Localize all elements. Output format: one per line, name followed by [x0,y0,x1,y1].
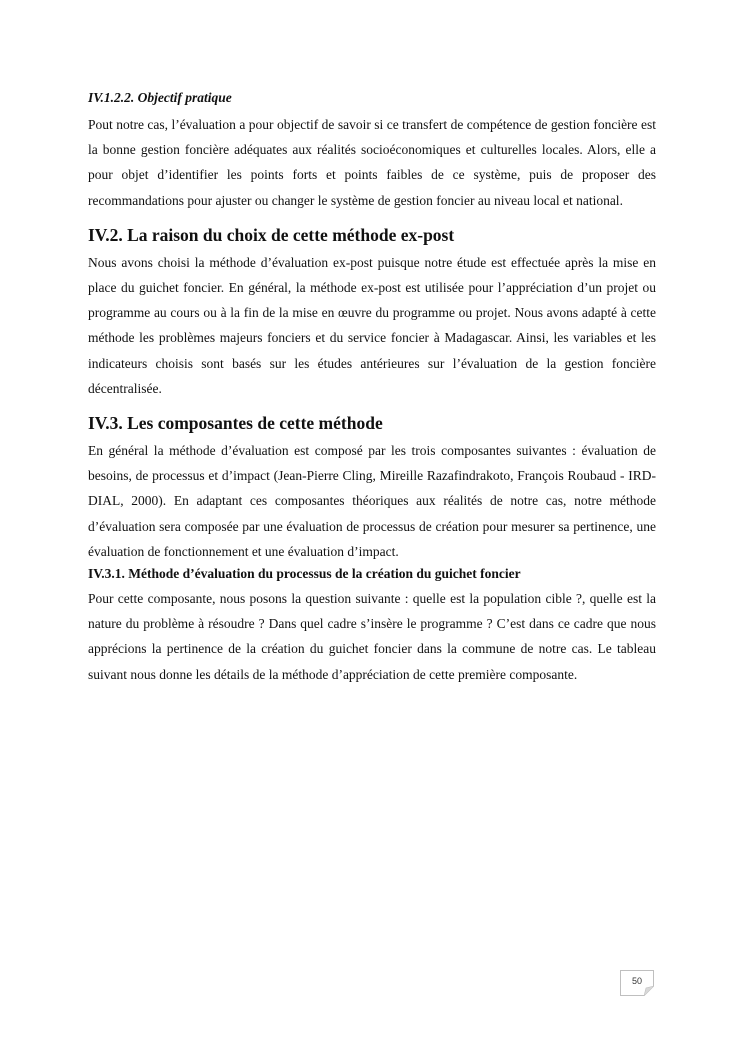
paragraph-objectif-pratique: Pout notre cas, l’évaluation a pour objectif de savoir si ce transfert de compétence de gestion foncière est la bonne gestion foncière adéquates aux réalités socioéconomiques et culturelles locales. Alors, elle a pour objet d’identifier les points forts et points faibles de ce système, puis de proposer des recommandations pour ajuster ou changer le système de gestion foncier au niveau local et national. [88,117,656,208]
section-heading-objectif-pratique: IV.1.2.2. Objectif pratique [88,90,232,105]
section-heading-methode-processus: IV.3.1. Méthode d’évaluation du processus de la création du guichet foncier [88,566,521,582]
page-curl-icon [644,986,654,996]
paragraph-composantes: En général la méthode d’évaluation est composé par les trois composantes suivantes : évaluation de besoins, de processus et d’impact (Jean-Pierre Cling, Mireille Razafindrakoto, François Roubaud - IRD-DIAL, 2000). En adaptant ces composantes théoriques aux réalités de notre cas, notre méthode d’évaluation sera composée par une évaluation de processus de création pour mesurer sa pertinence, une évaluation de fonctionnement et une évaluation d’impact. [88,443,656,559]
page-number-box [620,970,654,996]
page-number: 50 [631,976,642,986]
document-page [88,88,656,687]
paragraph-raison-choix: Nous avons choisi la méthode d’évaluation ex-post puisque notre étude est effectuée après la mise en place du guichet foncier. En général, la méthode ex-post est utilisée pour l’appréciation d’un projet ou programme au cours ou à la fin de la mise en œuvre du programme ou projet. Nous avons adapté à cette méthode les problèmes majeurs fonciers et du service foncier à Madagascar. Ainsi, les variables et les indicateurs choisis sont basés sur les études antérieures sur l’évaluation de la gestion foncière décentralisée. [88,254,656,396]
section-heading-composantes: IV.3. Les composantes de cette méthode [88,413,383,434]
section-heading-raison-choix: IV.2. La raison du choix de cette méthode ex-post [88,224,455,245]
paragraph-methode-processus: Pour cette composante, nous posons la question suivante : quelle est la population cible ?, quelle est la nature du problème à résoudre ? Dans quel cadre s’insère le programme ? C’est dans ce cadre que nous apprécions la pertinence de la création du guichet foncier dans la commune de notre cas. Le tableau suivant nous donne les détails de la méthode d’appréciation de cette première composante. [88,591,656,682]
